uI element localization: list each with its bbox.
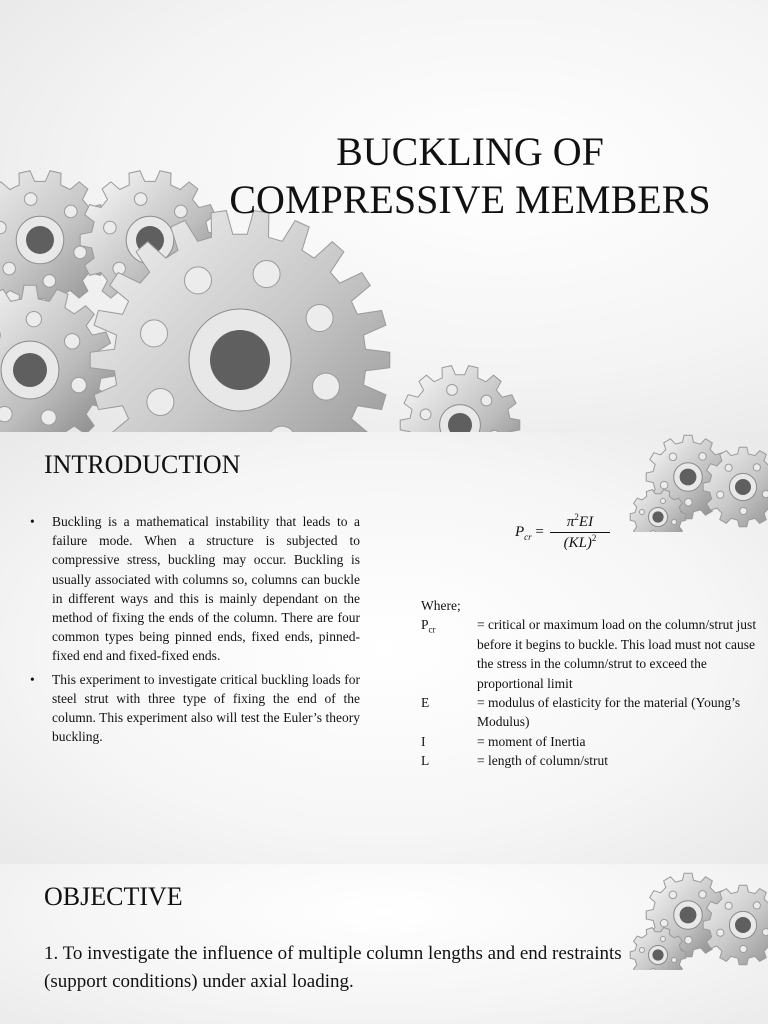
formula-ei: EI [578, 514, 594, 530]
formula-numerator [550, 512, 610, 533]
definition-symbol [421, 732, 477, 751]
formula-fraction [550, 512, 610, 552]
definition-text: = moment of Inertia [477, 733, 586, 749]
title-slide [0, 0, 768, 432]
formula-equals: = [535, 524, 544, 540]
formula-kl-exponent: 2 [591, 533, 597, 543]
definition-symbol [421, 693, 477, 732]
definition-symbol [421, 615, 477, 693]
symbol-text: L [421, 753, 430, 769]
formula-pi-exponent: 2 [574, 512, 579, 522]
title-line-1: BUCKLING OF [336, 129, 604, 174]
definitions-block [421, 596, 761, 771]
formula-pi: π [566, 514, 575, 530]
symbol-subscript: cr [428, 625, 436, 636]
definition-row [421, 751, 761, 770]
introduction-slide [0, 432, 768, 864]
where-label: Where; [421, 598, 461, 613]
bullet-item: • This experiment to investigate critical buckling loads for steel strut with three type of fixing the end of the column. This experiment also will test the Euler’s theory buckling. [30, 670, 360, 747]
definition-row [421, 693, 761, 732]
title-line-2: COMPRESSIVE MEMBERS [229, 177, 711, 222]
bullet-item: • Buckling is a mathematical instability that leads to a failure mode. When a structure is subjected to compressive stress, buckling may occur. Buckling is usually associated with columns so, columns can buckle in different ways and this is mainly dependant on the method of fixing the ends of the column. There are four common types being pinned ends, fixed ends, pinned-fixed end and fixed-fixed ends. [30, 512, 360, 666]
formula-lhs [515, 524, 544, 542]
definition-text: = modulus of elasticity for the material (Young’s Modulus) [477, 695, 741, 730]
formula-kl: (KL) [563, 535, 592, 551]
definition-symbol [421, 751, 477, 770]
definition-row [421, 732, 761, 751]
symbol-text: I [421, 733, 426, 749]
gear-cluster-small-icon [628, 432, 768, 532]
definition-text: = length of column/strut [477, 753, 608, 769]
symbol-text: P [421, 617, 429, 633]
objective-slide [0, 864, 768, 1024]
formula-denominator [550, 533, 610, 552]
formula-lhs-symbol: P [515, 524, 525, 540]
section-heading: INTRODUCTION [44, 450, 241, 479]
symbol-text: E [421, 695, 430, 711]
bullet-list [30, 512, 360, 750]
definition-text: = critical or maximum load on the column/strut just before it begins to buckle. This load must not cause the stress in the column/strut to exceed the proportional limit [477, 617, 757, 691]
objective-text: 1. To investigate the influence of multiple column lengths and end restraints (support conditions) under axial loading. [44, 943, 622, 992]
slide-title [210, 128, 730, 224]
formula-lhs-subscript: cr [524, 532, 532, 542]
section-heading: OBJECTIVE [44, 882, 183, 911]
definition-row [421, 615, 761, 693]
